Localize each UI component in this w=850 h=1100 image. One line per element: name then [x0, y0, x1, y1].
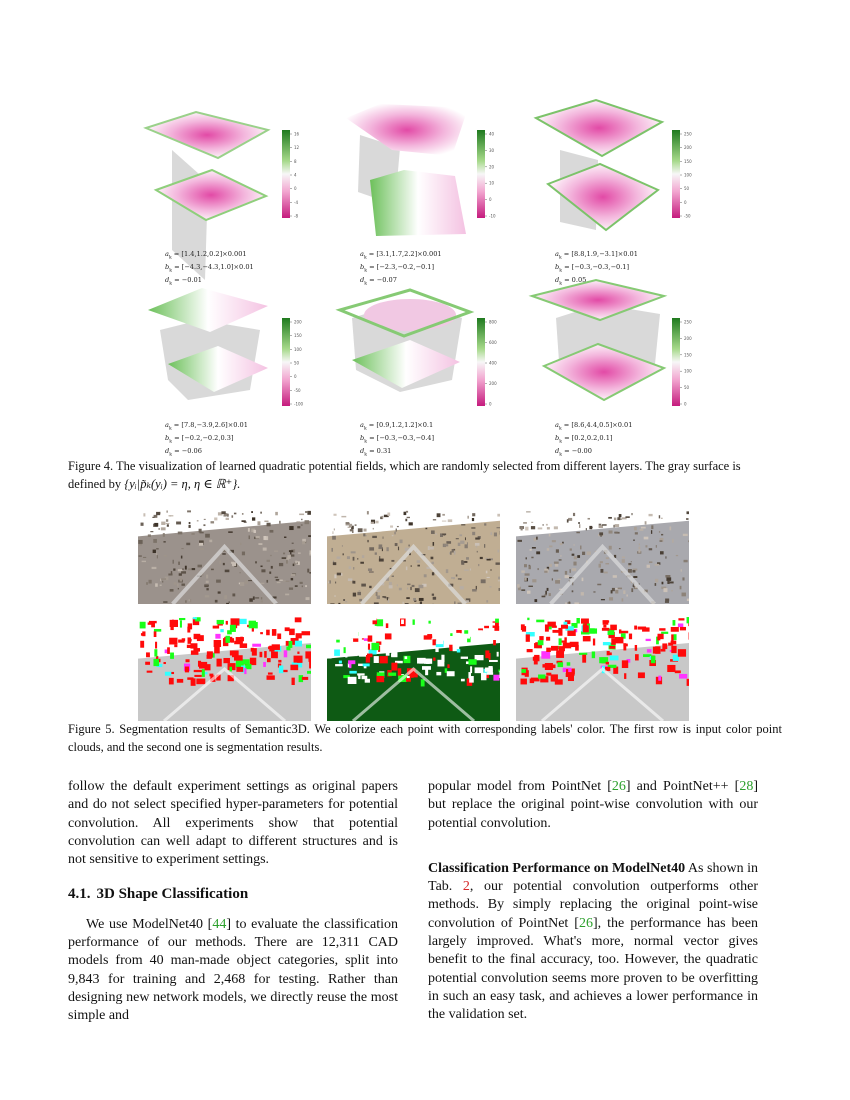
- potential-field-panel: [340, 290, 497, 407]
- section-number: 4.1.: [68, 886, 91, 903]
- colorbar: [282, 130, 290, 218]
- colorbar-tick-label: 250: [684, 319, 692, 325]
- panel-parameters: $a_k = [8.8,1.9,-3.1]\times 0.01$ $b_k = [-0.3,-0.3,-0.1]$ $d_k = 0.05$: [555, 250, 638, 287]
- colorbar-tick-label: 200: [684, 335, 692, 341]
- segmentation-result: [327, 617, 500, 721]
- panel-parameters: $a_k = [3.1,1.7,2.2]\times 0.001$ $b_k = [-2.3,-0.2,-0.1]$ $d_k = -0.07$: [360, 250, 442, 287]
- input-point-cloud: [516, 500, 689, 604]
- figure-4-caption: Figure 4. The visualization of learned quadratic potential fields, which are randomly selected from different layers. The gray surface is defined by {yᵢ|p̃ₖ(yᵢ) = η, η ∈ ℝ⁺}.: [68, 459, 741, 491]
- right-para-2: Classification Performance on ModelNet40 As shown in Tab. 2, our potential convolution outperforms other methods. By simply replacing the original point-wise convolution of PointNet [26], the performance has been largely improved. What's more, normal vector gives benefit to the final accuracy, too. However, the quadratic potential convolution seems more proven to be overfitting in such an easy task, and achieves a lower performance in the validation set.: [428, 860, 759, 1023]
- colorbar-tick-label: 200: [684, 145, 692, 151]
- potential-field-panel: [148, 288, 304, 407]
- colorbar-tick-label: 0: [294, 374, 297, 380]
- left-para-1: follow the default experiment settings as original papers and do not select specified hyper-parameters for potential convolution. All experiments show that potential convolution can well adapt to different structures and is not sensitive to experiment settings.: [68, 779, 398, 868]
- potential-field-panel: [346, 104, 496, 236]
- colorbar-tick-label: 200: [294, 319, 302, 325]
- colorbar-tick-label: -50: [684, 213, 691, 219]
- panel-parameters: $a_k = [8.6,4.4,0.5]\times 0.01$ $b_k = [0.2,0.2,0.1]$ $d_k = -0.00$: [555, 421, 633, 458]
- right-para-1: popular model from PointNet [26] and PointNet++ [28] but replace the original point-wise convolution with our potential convolution.: [428, 779, 758, 831]
- colorbar-tick-label: 800: [489, 319, 497, 325]
- colorbar-tick-label: 8: [294, 158, 297, 164]
- colorbar-tick-label: -8: [294, 213, 298, 219]
- colorbar-tick-label: 30: [489, 147, 495, 153]
- left-para-2: We use ModelNet40 [44] to evaluate the classification performance of our methods. There are 12,311 CAD models from 40 man-made object categories, split into 9,843 for training and 2,468 for testing. Rather than designing new network models, we directly reuse the most simple and: [68, 916, 399, 1024]
- potential-field-plots: [0, 0, 850, 460]
- colorbar-tick-label: 40: [489, 131, 495, 137]
- potential-field-panel: [536, 100, 692, 230]
- segmentation-result: [516, 617, 689, 721]
- colorbar-tick-label: 150: [684, 352, 692, 358]
- colorbar: [477, 318, 485, 406]
- panel-parameters: $a_k = [7.8,-3.9,2.6]\times 0.01$ $b_k = [-0.2,-0.2,0.3]$ $d_k = -0.06$: [165, 421, 248, 458]
- colorbar-tick-label: 150: [684, 158, 692, 164]
- colorbar-tick-label: -50: [294, 387, 301, 393]
- colorbar-tick-label: 0: [489, 197, 492, 203]
- colorbar-tick-label: 100: [684, 172, 692, 178]
- colorbar-tick-label: 12: [294, 145, 300, 151]
- colorbar-tick-label: 16: [294, 131, 300, 137]
- colorbar-tick-label: 0: [684, 199, 687, 205]
- colorbar-tick-label: -4: [294, 199, 298, 205]
- input-point-cloud: [327, 500, 500, 604]
- colorbar-tick-label: 50: [294, 360, 300, 366]
- colorbar-tick-label: 250: [684, 131, 692, 137]
- potential-field-panel: [532, 280, 692, 407]
- paragraph-heading: Classification Performance on ModelNet40: [428, 860, 686, 876]
- colorbar-tick-label: 150: [294, 333, 302, 339]
- colorbar-tick-label: 50: [684, 385, 690, 391]
- figure-5-caption: Figure 5. Segmentation results of Semantic3D. We colorize each point with corresponding labels' color. The first row is input color point clouds, and the second one is segmentation results.: [68, 722, 782, 754]
- colorbar-tick-label: 20: [489, 164, 495, 170]
- panel-parameters: $a_k = [0.9,1.2,1.2]\times 0.1$ $b_k = [-0.3,-0.3,-0.4]$ $d_k = 0.31$: [360, 421, 435, 458]
- citation-link[interactable]: 26: [611, 779, 626, 794]
- colorbar-tick-label: -100: [294, 401, 304, 407]
- citation-link[interactable]: 28: [739, 779, 754, 794]
- colorbar-tick-label: 600: [489, 340, 497, 345]
- segmentation-result: [138, 617, 311, 721]
- colorbar-tick-label: 0: [684, 401, 687, 407]
- input-point-cloud: [138, 500, 311, 604]
- right-column: [428, 778, 758, 1025]
- colorbar: [477, 130, 485, 218]
- colorbar-tick-label: -10: [489, 213, 496, 219]
- colorbar-tick-label: 10: [489, 180, 495, 186]
- caption-math: {yᵢ|p̃ₖ(yᵢ) = η, η ∈ ℝ⁺}.: [124, 476, 241, 491]
- colorbar-tick-label: 200: [489, 381, 497, 386]
- colorbar-tick-label: 100: [294, 346, 302, 352]
- colorbar-tick-label: 0: [489, 401, 492, 407]
- colorbar-tick-label: 400: [489, 360, 497, 366]
- citation-link[interactable]: 44: [212, 916, 227, 932]
- table-link[interactable]: 2: [462, 879, 470, 895]
- colorbar: [282, 318, 290, 406]
- colorbar: [672, 130, 680, 218]
- section-title: 3D Shape Classification: [96, 886, 249, 903]
- colorbar: [672, 318, 680, 406]
- colorbar-tick-label: 100: [684, 368, 692, 374]
- section-heading: [68, 885, 398, 903]
- colorbar-tick-label: 0: [294, 186, 297, 192]
- colorbar-tick-label: 50: [684, 186, 690, 192]
- panel-parameters: $a_k = [1.4,1.2,0.2]\times 0.001$ $b_k = [-4.3,-4.3,1.0]\times 0.01$ $d_k = -0.01$: [165, 250, 254, 287]
- colorbar-tick-label: 4: [294, 172, 297, 178]
- left-column: [68, 778, 398, 1026]
- citation-link[interactable]: 26: [578, 915, 593, 931]
